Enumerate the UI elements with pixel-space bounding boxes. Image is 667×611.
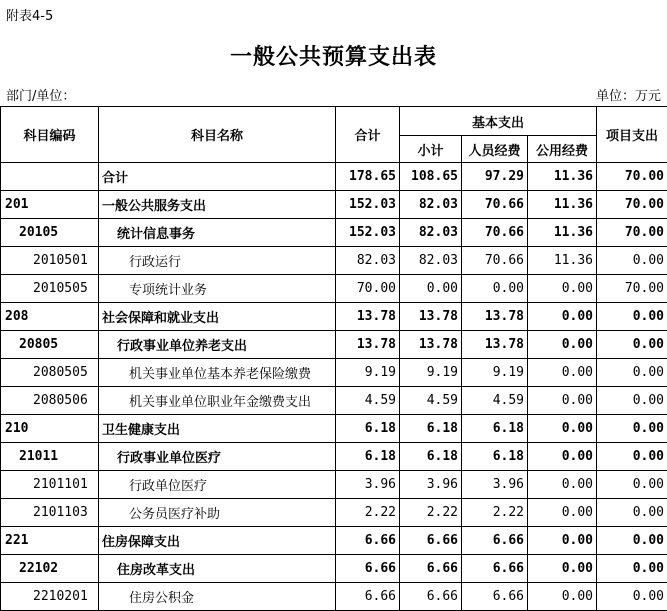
cell-subtotal: 6.66 — [400, 527, 462, 555]
cell-total: 13.78 — [336, 303, 400, 331]
cell-code: 221 — [1, 527, 99, 555]
cell-project: 0.00 — [597, 527, 667, 555]
cell-public: 11.36 — [528, 191, 597, 219]
cell-project: 70.00 — [597, 219, 667, 247]
cell-public: 0.00 — [528, 303, 597, 331]
cell-code: 22102 — [1, 555, 99, 583]
cell-name: 住房保障支出 — [99, 527, 336, 555]
cell-personnel: 97.29 — [462, 163, 528, 191]
page-title: 一般公共预算支出表 — [229, 44, 437, 70]
cell-name: 机关事业单位职业年金缴费支出 — [99, 387, 336, 415]
unit-label: 单位：万元 — [595, 89, 661, 104]
cell-name: 社会保障和就业支出 — [99, 303, 336, 331]
cell-project: 0.00 — [597, 443, 667, 471]
cell-code: 20105 — [1, 219, 99, 247]
col-header-subtotal: 小计 — [400, 136, 462, 163]
cell-code: 2101101 — [1, 471, 99, 499]
cell-project: 0.00 — [597, 359, 667, 387]
cell-public: 0.00 — [528, 499, 597, 527]
table-row — [1, 163, 667, 191]
cell-public: 0.00 — [528, 331, 597, 359]
col-header-total: 合计 — [336, 107, 400, 163]
cell-name: 住房改革支出 — [99, 555, 336, 583]
cell-code: 2080506 — [1, 387, 99, 415]
cell-code: 210 — [1, 415, 99, 443]
cell-personnel: 6.66 — [462, 583, 528, 611]
cell-code — [1, 163, 99, 191]
cell-code: 2210201 — [1, 583, 99, 611]
cell-total: 152.03 — [336, 219, 400, 247]
cell-total: 6.18 — [336, 415, 400, 443]
table-row — [1, 275, 667, 303]
col-header-code: 科目编码 — [1, 107, 99, 163]
cell-name: 公务员医疗补助 — [99, 499, 336, 527]
cell-total: 2.22 — [336, 499, 400, 527]
cell-personnel: 2.22 — [462, 499, 528, 527]
cell-name: 统计信息事务 — [99, 219, 336, 247]
cell-public: 11.36 — [528, 163, 597, 191]
cell-name: 行政事业单位医疗 — [99, 443, 336, 471]
cell-public: 0.00 — [528, 471, 597, 499]
cell-subtotal: 0.00 — [400, 275, 462, 303]
cell-public: 0.00 — [528, 555, 597, 583]
cell-total: 70.00 — [336, 275, 400, 303]
cell-public: 0.00 — [528, 527, 597, 555]
budget-table — [0, 106, 667, 611]
cell-personnel: 13.78 — [462, 303, 528, 331]
cell-subtotal: 9.19 — [400, 359, 462, 387]
table-row — [1, 387, 667, 415]
cell-code: 2010505 — [1, 275, 99, 303]
table-row — [1, 415, 667, 443]
cell-total: 6.66 — [336, 527, 400, 555]
cell-total: 178.65 — [336, 163, 400, 191]
cell-subtotal: 82.03 — [400, 219, 462, 247]
cell-name: 机关事业单位基本养老保险缴费 — [99, 359, 336, 387]
cell-subtotal: 6.18 — [400, 415, 462, 443]
department-label: 部门/单位： — [6, 89, 76, 104]
cell-personnel: 4.59 — [462, 387, 528, 415]
cell-subtotal: 82.03 — [400, 191, 462, 219]
cell-project: 70.00 — [597, 163, 667, 191]
attachment-label: 附表4-5 — [6, 9, 54, 24]
cell-project: 70.00 — [597, 275, 667, 303]
cell-project: 0.00 — [597, 247, 667, 275]
cell-subtotal: 6.18 — [400, 443, 462, 471]
table-row — [1, 583, 667, 611]
cell-name: 卫生健康支出 — [99, 415, 336, 443]
cell-public: 0.00 — [528, 387, 597, 415]
cell-total: 82.03 — [336, 247, 400, 275]
table-row — [1, 303, 667, 331]
cell-code: 2101103 — [1, 499, 99, 527]
col-header-project: 项目支出 — [597, 107, 667, 163]
cell-subtotal: 3.96 — [400, 471, 462, 499]
table-row — [1, 191, 667, 219]
cell-public: 0.00 — [528, 359, 597, 387]
cell-project: 0.00 — [597, 555, 667, 583]
cell-subtotal: 2.22 — [400, 499, 462, 527]
table-row — [1, 499, 667, 527]
table-body — [1, 163, 667, 611]
col-header-basic-group: 基本支出 — [400, 107, 597, 136]
cell-total: 13.78 — [336, 331, 400, 359]
cell-total: 3.96 — [336, 471, 400, 499]
cell-public: 0.00 — [528, 415, 597, 443]
table-row — [1, 471, 667, 499]
table-row — [1, 219, 667, 247]
cell-subtotal: 13.78 — [400, 331, 462, 359]
cell-subtotal: 13.78 — [400, 303, 462, 331]
cell-name: 专项统计业务 — [99, 275, 336, 303]
cell-total: 6.66 — [336, 583, 400, 611]
cell-personnel: 3.96 — [462, 471, 528, 499]
cell-name: 行政单位医疗 — [99, 471, 336, 499]
cell-code: 201 — [1, 191, 99, 219]
cell-total: 6.66 — [336, 555, 400, 583]
col-header-public: 公用经费 — [528, 136, 597, 163]
table-row — [1, 247, 667, 275]
cell-project: 0.00 — [597, 331, 667, 359]
cell-total: 152.03 — [336, 191, 400, 219]
table-row — [1, 331, 667, 359]
cell-name: 一般公共服务支出 — [99, 191, 336, 219]
cell-code: 2080505 — [1, 359, 99, 387]
cell-name: 行政运行 — [99, 247, 336, 275]
col-header-name: 科目名称 — [99, 107, 336, 163]
cell-personnel: 13.78 — [462, 331, 528, 359]
cell-name: 行政事业单位养老支出 — [99, 331, 336, 359]
cell-code: 20805 — [1, 331, 99, 359]
cell-total: 9.19 — [336, 359, 400, 387]
cell-public: 11.36 — [528, 219, 597, 247]
cell-personnel: 6.66 — [462, 527, 528, 555]
cell-personnel: 6.18 — [462, 415, 528, 443]
cell-code: 21011 — [1, 443, 99, 471]
cell-public: 0.00 — [528, 275, 597, 303]
cell-project: 0.00 — [597, 583, 667, 611]
col-header-personnel: 人员经费 — [462, 136, 528, 163]
cell-public: 11.36 — [528, 247, 597, 275]
cell-project: 0.00 — [597, 499, 667, 527]
cell-project: 0.00 — [597, 303, 667, 331]
cell-code: 2010501 — [1, 247, 99, 275]
cell-subtotal: 6.66 — [400, 583, 462, 611]
cell-name: 合计 — [99, 163, 336, 191]
table-row — [1, 527, 667, 555]
cell-code: 208 — [1, 303, 99, 331]
table-row — [1, 555, 667, 583]
cell-public: 0.00 — [528, 443, 597, 471]
cell-personnel: 70.66 — [462, 247, 528, 275]
cell-personnel: 6.66 — [462, 555, 528, 583]
cell-personnel: 9.19 — [462, 359, 528, 387]
cell-name: 住房公积金 — [99, 583, 336, 611]
cell-subtotal: 108.65 — [400, 163, 462, 191]
cell-personnel: 70.66 — [462, 219, 528, 247]
cell-personnel: 6.18 — [462, 443, 528, 471]
cell-public: 0.00 — [528, 583, 597, 611]
cell-subtotal: 82.03 — [400, 247, 462, 275]
cell-project: 0.00 — [597, 415, 667, 443]
cell-project: 70.00 — [597, 191, 667, 219]
cell-subtotal: 6.66 — [400, 555, 462, 583]
cell-total: 4.59 — [336, 387, 400, 415]
cell-project: 0.00 — [597, 387, 667, 415]
table-row — [1, 359, 667, 387]
cell-project: 0.00 — [597, 471, 667, 499]
table-row — [1, 443, 667, 471]
cell-subtotal: 4.59 — [400, 387, 462, 415]
cell-personnel: 0.00 — [462, 275, 528, 303]
cell-total: 6.18 — [336, 443, 400, 471]
cell-personnel: 70.66 — [462, 191, 528, 219]
